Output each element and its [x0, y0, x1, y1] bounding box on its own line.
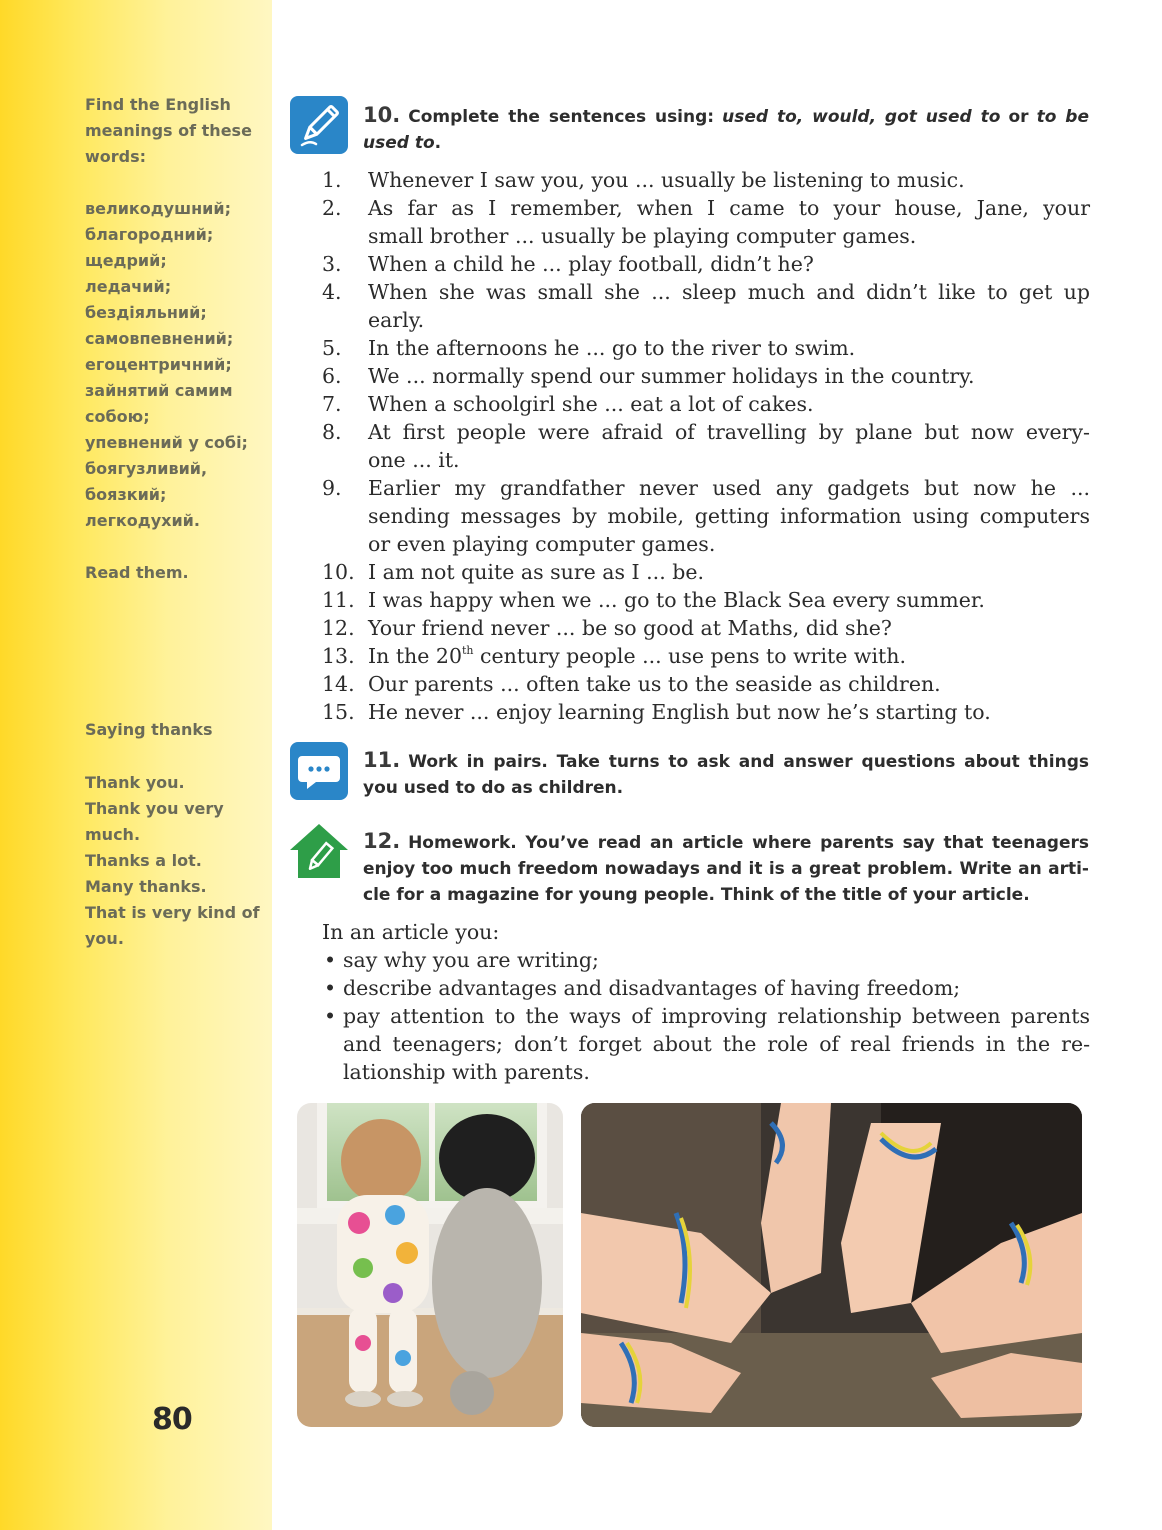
sentence-item [322, 474, 1090, 558]
thanks-phrase: Thank you. [85, 773, 185, 792]
sentence-item [322, 390, 1090, 418]
sentence-number: 4. [322, 280, 342, 304]
task11-number: 11. [363, 748, 401, 772]
task12-text: enjoy too much freedom nowadays and it is a great problem. Write an arti- [363, 859, 1089, 879]
sentence-item [322, 558, 1090, 586]
sentence-item [322, 418, 1090, 474]
vocab-word: боязкий; [85, 485, 167, 504]
thanks-heading-text: Saying thanks [85, 720, 213, 739]
task10-instruction [363, 102, 1089, 156]
sentence-number: 7. [322, 392, 342, 416]
vocab-heading-line: Find the English [85, 95, 231, 114]
sentence-number: 14. [322, 672, 355, 696]
read-them-label [85, 560, 265, 586]
sentence-item [322, 278, 1090, 334]
vocab-word: упевнений у собі; [85, 433, 248, 452]
sentence-text: early. [368, 308, 425, 332]
ordinal-superscript: th [462, 644, 474, 657]
read-them-text: Read them. [85, 563, 189, 582]
house-pencil-icon [288, 820, 350, 882]
sentence-text: sending messages by mobile, getting information using computers [368, 504, 1090, 528]
sentence-text: Earlier my grandfather never used any gadgets but now he ... [368, 476, 1090, 500]
vocab-word: щедрий; [85, 251, 167, 270]
task10-emphasis: to be [1036, 107, 1089, 127]
thanks-phrase: much. [85, 825, 141, 844]
sentence-item [322, 250, 1090, 278]
bullet-text: and teenagers; don’t forget about the role of real friends in the re- [343, 1032, 1090, 1056]
speech-bubble-icon [290, 742, 348, 800]
sentence-item [322, 166, 1090, 194]
sentence-text: one ... it. [368, 448, 460, 472]
article-guidelines [322, 918, 1090, 1086]
sentence-item [322, 362, 1090, 390]
task10-emphasis: used to, would, got used to [722, 107, 1001, 127]
sentence-text-part: In the 20 [368, 644, 462, 668]
sentence-item [322, 334, 1090, 362]
vocab-heading-line: meanings of these [85, 121, 252, 140]
sentence-item [322, 586, 1090, 614]
thanks-phrase: you. [85, 929, 124, 948]
pencil-icon [290, 96, 348, 154]
sentence-text: We ... normally spend our summer holidays in the country. [368, 364, 975, 388]
sentence-text: I was happy when we ... go to the Black Sea every summer. [368, 588, 985, 612]
vocab-word: бездіяльний; [85, 303, 207, 322]
task10-line2 [363, 130, 1089, 156]
sentence-text: When a schoolgirl she ... eat a lot of cakes. [368, 392, 814, 416]
sentence-text [368, 642, 1090, 670]
thanks-phrase: Thank you very [85, 799, 224, 818]
sentence-text: At first people were afraid of travelling by plane but now every- [368, 420, 1090, 444]
sentence-number: 5. [322, 336, 342, 360]
bullet-item [322, 974, 1090, 1002]
bullet-text: describe advantages and disadvantages of having freedom; [343, 976, 961, 1000]
sentence-number: 3. [322, 252, 342, 276]
vocab-word: зайнятий самим [85, 381, 233, 400]
thanks-phrase: Many thanks. [85, 877, 207, 896]
sentence-number: 15. [322, 700, 355, 724]
vocab-word: благородний; [85, 225, 214, 244]
vocab-heading-line: words: [85, 147, 147, 166]
sentence-number: 6. [322, 364, 342, 388]
sentence-item [322, 642, 1090, 670]
task10-text: Complete the sentences using: [408, 107, 715, 127]
task10-sentence-list [322, 166, 1090, 726]
sentence-text: Whenever I saw you, you ... usually be listening to music. [368, 168, 965, 192]
vocab-word: легкодухий. [85, 511, 200, 530]
sentence-number: 2. [322, 196, 342, 220]
vocab-word: собою; [85, 407, 150, 426]
page-number: 80 [152, 1402, 192, 1437]
thanks-heading [85, 717, 265, 743]
sentence-text: small brother ... usually be playing computer games. [368, 224, 917, 248]
sentence-item [322, 698, 1090, 726]
task11-text: you used to do as children. [363, 778, 624, 798]
vocab-word: великодушний; [85, 199, 231, 218]
sentence-number: 12. [322, 616, 355, 640]
sentence-text: I am not quite as sure as I ... be. [368, 560, 704, 584]
task10-or: or [1008, 107, 1029, 127]
sentence-text-part: century people ... use pens to write with. [473, 644, 906, 668]
sentence-text: He never ... enjoy learning English but now he’s starting to. [368, 700, 991, 724]
bullet-item [322, 1002, 1090, 1086]
sentence-number: 10. [322, 560, 355, 584]
sentence-number: 13. [322, 644, 355, 668]
bullet-item [322, 946, 1090, 974]
task12-line1 [363, 828, 1089, 856]
task11-text: Work in pairs. Take turns to ask and answer questions about things [408, 752, 1089, 772]
vocab-word: егоцентричний; [85, 355, 232, 374]
bullet-dot: • [324, 1004, 337, 1028]
bullet-text: say why you are writing; [343, 948, 599, 972]
thanks-phrase-list [85, 770, 265, 952]
sentence-text: or even playing computer games. [368, 532, 716, 556]
photo-child-and-dog [297, 1103, 563, 1427]
task10-emphasis: used to [363, 133, 435, 153]
article-intro: In an article you: [322, 920, 500, 944]
sentence-number: 11. [322, 588, 355, 612]
photo-hands-with-bracelets [581, 1103, 1082, 1427]
vocab-word-list [85, 196, 265, 534]
task12-text: Homework. You’ve read an article where parents say that teenagers [408, 833, 1089, 853]
task10-period: . [434, 133, 442, 153]
thanks-phrase: Thanks a lot. [85, 851, 202, 870]
bullet-dot: • [324, 948, 337, 972]
task12-instruction [363, 828, 1089, 908]
sentence-item [322, 670, 1090, 698]
bullet-dot: • [324, 976, 337, 1000]
sentence-text: When a child he ... play football, didn’t he? [368, 252, 814, 276]
vocab-word: ледачий; [85, 277, 172, 296]
thanks-phrase: That is very kind of [85, 903, 260, 922]
vocab-word: самовпевнений; [85, 329, 234, 348]
bullet-text: pay attention to the ways of improving relationship between parents [343, 1004, 1090, 1028]
sentence-number: 8. [322, 420, 342, 444]
sentence-text: Your friend never ... be so good at Maths, did she? [368, 616, 892, 640]
bullet-text: lationship with parents. [343, 1060, 590, 1084]
sentence-number: 1. [322, 168, 342, 192]
sentence-text: As far as I remember, when I came to your house, Jane, your [368, 196, 1090, 220]
task10-number: 10. [363, 103, 401, 127]
task12-text: cle for a magazine for young people. Think of the title of your article. [363, 885, 1030, 905]
task11-line1 [363, 747, 1089, 775]
task11-instruction [363, 747, 1089, 801]
sentence-item [322, 194, 1090, 250]
sentence-text: Our parents ... often take us to the seaside as children. [368, 672, 941, 696]
sentence-text: When she was small she ... sleep much and didn’t like to get up [368, 280, 1090, 304]
sentence-item [322, 614, 1090, 642]
vocab-word: боягузливий, [85, 459, 208, 478]
sentence-text: In the afternoons he ... go to the river to swim. [368, 336, 856, 360]
task12-number: 12. [363, 829, 401, 853]
task10-line1 [363, 102, 1089, 130]
sentence-number: 9. [322, 476, 342, 500]
vocab-heading [85, 92, 265, 170]
